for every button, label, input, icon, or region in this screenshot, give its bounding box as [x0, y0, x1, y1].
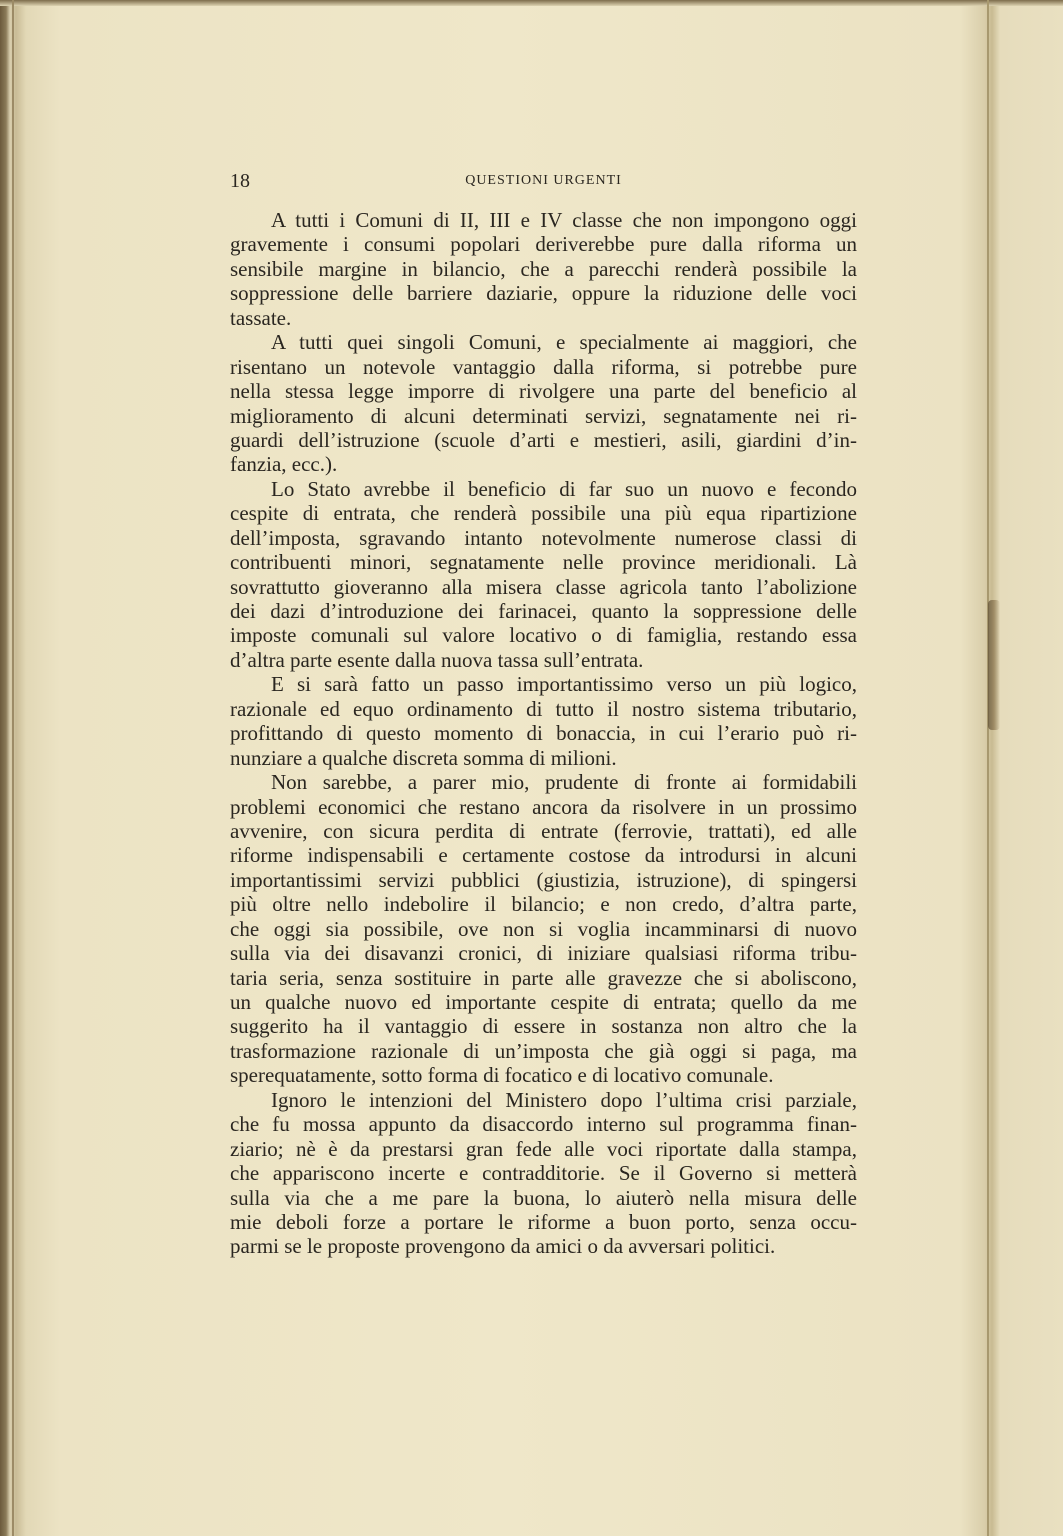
paragraph [230, 770, 857, 1088]
text-line: taria seria, senza sostituire in parte alle gravezze che si aboliscono, [230, 965, 857, 990]
text-line: Non sarebbe, a parer mio, prudente di fronte ai formidabili [271, 770, 857, 795]
running-title: QUESTIONI URGENTI [465, 173, 622, 188]
text-line: fanzia, ecc.). [230, 452, 338, 477]
paragraph [230, 330, 857, 477]
text-line: contribuenti minori, segnatamente nelle province meridionali. Là [230, 550, 857, 575]
paragraph [230, 672, 857, 770]
text-line: tassate. [230, 305, 292, 330]
text-line: sulla via dei disavanzi cronici, di iniziare qualsiasi riforma tribu- [230, 941, 857, 966]
text-line: che oggi sia possibile, ove non si voglia incamminarsi di nuovo [230, 916, 857, 941]
paragraph [230, 208, 857, 330]
text-line: risentano un notevole vantaggio dalla riforma, si potrebbe pure [230, 354, 857, 379]
text-line: gravemente i consumi popolari deriverebbe pure dalla riforma un [230, 232, 857, 257]
text-line: che fu mossa appunto da disaccordo interno sul programma finan- [230, 1112, 857, 1137]
text-line: sulla via che a me pare la buona, lo aiuterò nella misura delle [230, 1185, 857, 1210]
book-spine-edge [12, 0, 14, 1536]
paragraph [230, 1088, 857, 1259]
text-line: A tutti i Comuni di II, III e IV classe che non impongono oggi [271, 208, 857, 232]
page-top-edge [0, 0, 1063, 6]
text-line: nunziare a qualche discreta somma di milioni. [230, 745, 617, 770]
text-line: problemi economici che restano ancora da risolvere in un prossimo [230, 794, 857, 819]
text-line: d’altra parte esente dalla nuova tassa sull’entrata. [230, 647, 644, 672]
text-line: A tutti quei singoli Comuni, e specialmente ai maggiori, che [271, 330, 857, 355]
page-number: 18 [230, 170, 250, 192]
text-line: trasformazione razionale di un’imposta che già oggi si paga, ma [230, 1038, 857, 1063]
text-line: miglioramento di alcuni determinati servizi, segnatamente nei ri- [230, 403, 857, 428]
text-line: sovrattutto gioveranno alla misera classe agricola tanto l’abolizione [230, 574, 857, 599]
text-line: razionale ed equo ordinamento di tutto il nostro sistema tributario, [230, 696, 857, 721]
next-page-edge [987, 0, 989, 1536]
text-line: profittando di questo momento di bonaccia, in cui l’erario può ri- [230, 721, 857, 746]
text-line: importantissimi servizi pubblici (giustizia, istruzione), di spingersi [230, 867, 857, 892]
text-line: parmi se le proposte provengono da amici o da avversari politici. [230, 1234, 776, 1259]
text-line: dei dazi d’introduzione dei farinacei, quanto la soppressione delle [230, 599, 857, 623]
text-line: Lo Stato avrebbe il beneficio di far suo un nuovo e fecondo [271, 476, 857, 501]
text-line: sensibile margine in bilancio, che a parecchi renderà possibile la [230, 256, 857, 281]
paper-stain [988, 600, 1000, 730]
text-line: E si sarà fatto un passo importantissimo verso un più logico, [271, 672, 857, 697]
text-line: ziario; nè è da prestarsi gran fede alle voci riportate dalla stampa, [230, 1136, 857, 1161]
text-line: nella stessa legge imporre di rivolgere una parte del beneficio al [230, 379, 857, 404]
text-line: guardi dell’istruzione (scuole d’arti e mestieri, asili, giardini d’in- [230, 427, 857, 452]
text-line: riforme indispensabili e certamente costose da introdursi in alcuni [230, 843, 857, 868]
text-line: mie deboli forze a portare le riforme a buon porto, senza occu- [230, 1209, 857, 1234]
text-line: più oltre nello indebolire il bilancio; e non credo, d’altra parte, [230, 892, 857, 917]
text-line: soppressione delle barriere daziarie, oppure la riduzione delle voci [230, 281, 857, 306]
text-line: Ignoro le intenzioni del Ministero dopo l’ultima crisi parziale, [271, 1087, 857, 1112]
page-header [230, 170, 857, 194]
text-line: cespite di entrata, che renderà possibile una più equa ripartizione [230, 501, 857, 526]
text-line: un qualche nuovo ed importante cespite di entrata; quello da me [230, 990, 857, 1014]
text-line: che appariscono incerte e contradditorie. Se il Governo si metterà [230, 1161, 857, 1186]
text-line: sperequatamente, sotto forma di focatico e di locativo comunale. [230, 1063, 774, 1088]
body-text [230, 208, 857, 1259]
text-line: avvenire, con sicura perdita di entrate (ferrovie, trattati), ed alle [230, 818, 857, 843]
text-line: dell’imposta, sgravando intanto notevolmente numerose classi di [230, 525, 857, 550]
text-line: suggerito ha il vantaggio di essere in sostanza non altro che la [230, 1014, 857, 1039]
paragraph [230, 477, 857, 673]
text-line: imposte comunali sul valore locativo o di famiglia, restando essa [230, 623, 857, 648]
